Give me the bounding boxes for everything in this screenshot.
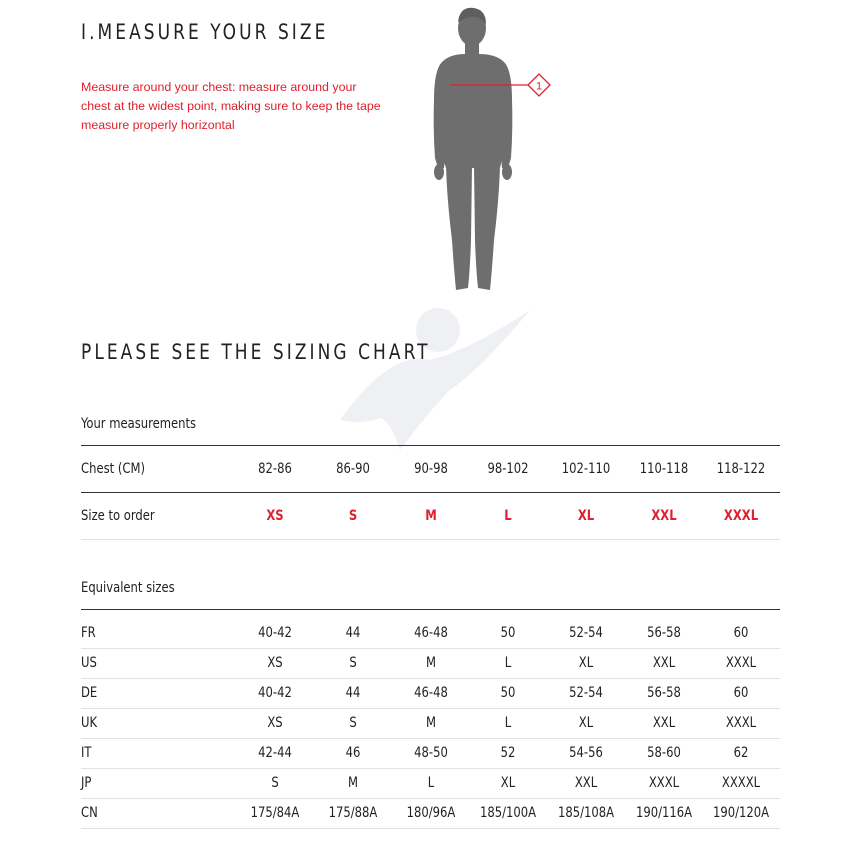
order-size: XXXL bbox=[723, 508, 759, 524]
equivalent-size-cell: XXL bbox=[652, 715, 676, 731]
equivalent-row-label: FR bbox=[81, 625, 96, 641]
order-row-rule bbox=[81, 539, 780, 540]
equivalent-row-label: JP bbox=[81, 775, 92, 791]
equivalent-size-cell: 52 bbox=[500, 745, 516, 761]
equivalent-size-cell: 185/100A bbox=[479, 805, 537, 821]
equivalent-size-cell: XXXXL bbox=[721, 775, 761, 791]
equivalent-size-cell: S bbox=[349, 655, 357, 671]
chest-value: 98-102 bbox=[487, 461, 529, 477]
equivalent-size-cell: 50 bbox=[500, 625, 516, 641]
equivalent-header: Equivalent sizes bbox=[81, 580, 175, 596]
equivalent-size-cell: 40-42 bbox=[258, 625, 292, 641]
chest-label: Chest (CM) bbox=[81, 461, 145, 477]
equivalent-size-cell: 180/96A bbox=[406, 805, 456, 821]
equivalent-row-rule bbox=[81, 678, 780, 679]
equivalent-size-cell: 185/108A bbox=[557, 805, 615, 821]
marker-number: 1 bbox=[535, 80, 543, 93]
equivalent-size-cell: S bbox=[349, 715, 357, 731]
measurements-header: Your measurements bbox=[81, 416, 197, 432]
measurements-header-rule bbox=[81, 445, 780, 446]
measure-heading: I.MEASURE YOUR SIZE bbox=[81, 20, 329, 44]
equivalent-size-cell: XXXL bbox=[648, 775, 680, 791]
equivalent-row-rule bbox=[81, 798, 780, 799]
equivalent-row-label: US bbox=[81, 655, 97, 671]
equivalent-size-cell: 190/120A bbox=[712, 805, 770, 821]
order-size: L bbox=[504, 508, 512, 524]
body-silhouette bbox=[434, 8, 513, 290]
equivalent-size-cell: 190/116A bbox=[635, 805, 693, 821]
sizing-chart-heading: PLEASE SEE THE SIZING CHART bbox=[81, 340, 431, 364]
equivalent-size-cell: XXL bbox=[574, 775, 598, 791]
equivalent-size-cell: L bbox=[504, 655, 512, 671]
equivalent-size-cell: 40-42 bbox=[258, 685, 292, 701]
equivalent-size-cell: M bbox=[347, 775, 359, 791]
equivalent-size-cell: 42-44 bbox=[258, 745, 292, 761]
equivalent-size-cell: 62 bbox=[733, 745, 749, 761]
equivalent-size-cell: 54-56 bbox=[569, 745, 603, 761]
equivalent-size-cell: L bbox=[504, 715, 512, 731]
equivalent-size-cell: XXL bbox=[652, 655, 676, 671]
order-size: S bbox=[348, 508, 358, 524]
chest-value: 82-86 bbox=[258, 461, 292, 477]
order-size: XL bbox=[577, 508, 595, 524]
equivalent-size-cell: S bbox=[271, 775, 279, 791]
order-size: XS bbox=[266, 508, 284, 524]
equivalent-size-cell: 48-50 bbox=[414, 745, 448, 761]
chest-value: 102-110 bbox=[561, 461, 611, 477]
chest-row-rule bbox=[81, 492, 780, 493]
equivalent-size-cell: 46-48 bbox=[414, 685, 448, 701]
equivalent-row-rule bbox=[81, 828, 780, 829]
runner-watermark-icon bbox=[320, 300, 560, 460]
equivalent-row-label: DE bbox=[81, 685, 98, 701]
equivalent-size-cell: 60 bbox=[733, 685, 749, 701]
equivalent-size-cell: 44 bbox=[345, 625, 361, 641]
equivalent-size-cell: XS bbox=[267, 715, 283, 731]
chest-value: 86-90 bbox=[336, 461, 370, 477]
equivalent-row-rule bbox=[81, 768, 780, 769]
equivalent-size-cell: L bbox=[427, 775, 435, 791]
equivalent-size-cell: XS bbox=[267, 655, 283, 671]
equivalent-size-cell: XXXL bbox=[725, 655, 757, 671]
equivalent-size-cell: XL bbox=[578, 655, 594, 671]
equivalent-size-cell: 175/88A bbox=[328, 805, 378, 821]
equivalent-size-cell: 46 bbox=[345, 745, 361, 761]
equivalent-row-rule bbox=[81, 738, 780, 739]
equivalent-size-cell: 56-58 bbox=[647, 685, 681, 701]
equivalent-size-cell: 60 bbox=[733, 625, 749, 641]
equivalent-row-rule bbox=[81, 648, 780, 649]
equivalent-size-cell: M bbox=[425, 715, 437, 731]
equivalent-size-cell: 50 bbox=[500, 685, 516, 701]
marker-diamond-icon bbox=[528, 74, 550, 96]
equivalent-size-cell: M bbox=[425, 655, 437, 671]
equivalent-row-label: CN bbox=[81, 805, 98, 821]
equivalent-row-label: UK bbox=[81, 715, 98, 731]
equivalent-size-cell: XXXL bbox=[725, 715, 757, 731]
equivalent-size-cell: XL bbox=[500, 775, 516, 791]
body-figure-illustration bbox=[420, 0, 570, 300]
equivalent-size-cell: 52-54 bbox=[569, 685, 603, 701]
equivalent-size-cell: 46-48 bbox=[414, 625, 448, 641]
equivalent-size-cell: 44 bbox=[345, 685, 361, 701]
equivalent-header-rule bbox=[81, 609, 780, 610]
equivalent-size-cell: XL bbox=[578, 715, 594, 731]
chest-value: 110-118 bbox=[639, 461, 689, 477]
chest-instruction: Measure around your chest: measure around your chest at the widest point, making sure to keep the tape measure properly horizontal bbox=[81, 80, 381, 132]
equivalent-row-label: IT bbox=[81, 745, 92, 761]
chest-value: 118-122 bbox=[716, 461, 766, 477]
equivalent-size-cell: 56-58 bbox=[647, 625, 681, 641]
equivalent-size-cell: 52-54 bbox=[569, 625, 603, 641]
equivalent-row-rule bbox=[81, 708, 780, 709]
equivalent-size-cell: 58-60 bbox=[647, 745, 681, 761]
equivalent-size-cell: 175/84A bbox=[250, 805, 300, 821]
chest-value: 90-98 bbox=[414, 461, 448, 477]
order-size: XXL bbox=[651, 508, 677, 524]
order-size: M bbox=[425, 508, 437, 524]
size-to-order-label: Size to order bbox=[81, 508, 155, 524]
